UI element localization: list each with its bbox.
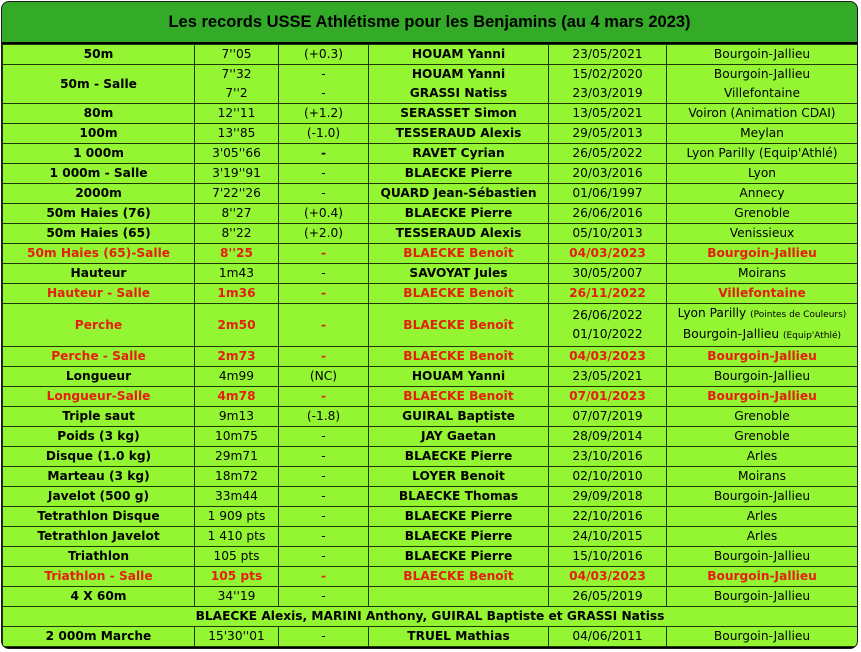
date-cell: 15/10/2016	[549, 547, 667, 567]
perf-cell: 18m72	[195, 467, 279, 487]
place-cell: Grenoble	[667, 204, 858, 224]
perf-cell: 2m50	[195, 304, 279, 347]
place-cell: Bourgoin-Jallieu	[667, 367, 858, 387]
place-cell: Bourgoin-Jallieu	[667, 347, 858, 367]
date-cell: 22/10/2016	[549, 507, 667, 527]
perf-line: 7''32	[221, 67, 252, 81]
wind-cell: -	[279, 284, 369, 304]
place-cell: Arles	[667, 527, 858, 547]
wind-cell: -	[279, 264, 369, 284]
date-cell: 04/06/2011	[549, 627, 667, 647]
wind-cell: -	[279, 164, 369, 184]
wind-line: -	[321, 86, 326, 100]
wind-cell: (NC)	[279, 367, 369, 387]
event-cell: Triathlon	[3, 547, 195, 567]
place-cell: Arles	[667, 447, 858, 467]
wind-cell: -	[279, 467, 369, 487]
table-row	[3, 264, 858, 284]
date-cell: 30/05/2007	[549, 264, 667, 284]
perf-cell: 29m71	[195, 447, 279, 467]
athlete-cell: RAVET Cyrian	[369, 144, 549, 164]
event-cell: Perche - Salle	[3, 347, 195, 367]
wind-cell: -	[279, 487, 369, 507]
date-cell: 04/03/2023	[549, 567, 667, 587]
date-line: 26/06/2022	[572, 308, 643, 322]
athlete-line: GRASSI Natiss	[409, 86, 508, 100]
place-line	[669, 304, 855, 325]
athlete-cell: SAVOYAT Jules	[369, 264, 549, 284]
place-cell: Grenoble	[667, 407, 858, 427]
event-cell: Marteau (3 kg)	[3, 467, 195, 487]
place-cell: Meylan	[667, 124, 858, 144]
table-row	[3, 407, 858, 427]
event-cell: Javelot (500 g)	[3, 487, 195, 507]
event-cell: 100m	[3, 124, 195, 144]
event-cell: Tetrathlon Javelot	[3, 527, 195, 547]
perf-cell: 9m13	[195, 407, 279, 427]
date-cell: 26/06/2016	[549, 204, 667, 224]
event-cell: 2 000m Marche	[3, 627, 195, 647]
event-cell: 1 000m	[3, 144, 195, 164]
perf-cell: 7''05	[195, 45, 279, 65]
place-cell: Bourgoin-Jallieu	[667, 487, 858, 507]
wind-cell: -	[279, 547, 369, 567]
perf-cell: 34''19	[195, 587, 279, 607]
table-row-recent	[3, 567, 858, 587]
table-row	[3, 427, 858, 447]
wind-cell: (-1.8)	[279, 407, 369, 427]
perf-cell: 10m75	[195, 427, 279, 447]
athlete-cell: QUARD Jean-Sébastien	[369, 184, 549, 204]
date-cell: 23/10/2016	[549, 447, 667, 467]
event-cell: Disque (1.0 kg)	[3, 447, 195, 467]
date-cell: 02/10/2010	[549, 467, 667, 487]
date-cell: 04/03/2023	[549, 347, 667, 367]
table-row	[3, 124, 858, 144]
date-cell: 01/06/1997	[549, 184, 667, 204]
event-cell: Hauteur - Salle	[3, 284, 195, 304]
table-row	[3, 467, 858, 487]
table-row-recent	[3, 244, 858, 264]
place-line	[669, 325, 855, 346]
place-cell: Moirans	[667, 467, 858, 487]
table-row	[3, 104, 858, 124]
date-cell: 26/11/2022	[549, 284, 667, 304]
date-cell: 13/05/2021	[549, 104, 667, 124]
table-row	[3, 184, 858, 204]
event-cell: Tetrathlon Disque	[3, 507, 195, 527]
date-cell: 07/07/2019	[549, 407, 667, 427]
place-cell: Bourgoin-Jallieu	[667, 387, 858, 407]
table-row	[3, 204, 858, 224]
date-cell: 23/05/2021	[549, 45, 667, 65]
wind-cell: (-1.0)	[279, 124, 369, 144]
athlete-cell: BLAECKE Pierre	[369, 507, 549, 527]
athlete-cell	[369, 587, 549, 607]
athlete-cell: BLAECKE Pierre	[369, 204, 549, 224]
place-cell: Annecy	[667, 184, 858, 204]
date-cell: 26/05/2019	[549, 587, 667, 607]
records-sheet	[1, 1, 858, 649]
perf-cell: 3'19''91	[195, 164, 279, 184]
athlete-line: HOUAM Yanni	[411, 67, 506, 81]
date-cell: 29/09/2018	[549, 487, 667, 507]
wind-cell: -	[279, 527, 369, 547]
place-cell: Voiron (Animation CDAI)	[667, 104, 858, 124]
table-row	[3, 487, 858, 507]
wind-cell: -	[279, 347, 369, 367]
athlete-cell: HOUAM Yanni	[369, 45, 549, 65]
date-cell: 04/03/2023	[549, 244, 667, 264]
date-line: 01/10/2022	[572, 327, 643, 341]
wind-cell: (+0.4)	[279, 204, 369, 224]
place-line: Bourgoin-Jallieu	[713, 67, 811, 81]
place-cell: Grenoble	[667, 427, 858, 447]
athlete-cell: TRUEL Mathias	[369, 627, 549, 647]
wind-cell: -	[279, 447, 369, 467]
wind-cell: -	[279, 184, 369, 204]
event-cell: 1 000m - Salle	[3, 164, 195, 184]
place-cell: Bourgoin-Jallieu	[667, 627, 858, 647]
athlete-cell: TESSERAUD Alexis	[369, 224, 549, 244]
event-cell: Hauteur	[3, 264, 195, 284]
perf-cell: 1m36	[195, 284, 279, 304]
date-cell: 20/03/2016	[549, 164, 667, 184]
wind-cell: (+0.3)	[279, 45, 369, 65]
table-row	[3, 45, 858, 65]
athlete-cell: BLAECKE Pierre	[369, 527, 549, 547]
place-cell: Arles	[667, 507, 858, 527]
athlete-cell: BLAECKE Benoît	[369, 387, 549, 407]
table-row-recent	[3, 347, 858, 367]
date-cell: 23/05/2021	[549, 367, 667, 387]
athlete-cell: BLAECKE Benoît	[369, 304, 549, 347]
place-cell: Bourgoin-Jallieu	[667, 547, 858, 567]
athlete-cell: BLAECKE Pierre	[369, 447, 549, 467]
athlete-cell: HOUAM Yanni	[369, 367, 549, 387]
wind-cell	[279, 65, 369, 104]
date-line: 23/03/2019	[572, 86, 643, 100]
wind-cell: -	[279, 587, 369, 607]
date-cell: 05/10/2013	[549, 224, 667, 244]
event-cell: Triple saut	[3, 407, 195, 427]
table-row-recent	[3, 284, 858, 304]
place-text: Bourgoin-Jallieu	[682, 327, 780, 341]
place-cell: Bourgoin-Jallieu	[667, 567, 858, 587]
wind-cell: (+1.2)	[279, 104, 369, 124]
event-cell: 2000m	[3, 184, 195, 204]
event-cell: Longueur-Salle	[3, 387, 195, 407]
table-row	[3, 164, 858, 184]
perf-cell: 7'22''26	[195, 184, 279, 204]
wind-cell: -	[279, 507, 369, 527]
perf-cell: 3'05''66	[195, 144, 279, 164]
athlete-cell: BLAECKE Benoît	[369, 347, 549, 367]
table-row	[3, 627, 858, 647]
place-cell: Lyon	[667, 164, 858, 184]
date-cell: 24/10/2015	[549, 527, 667, 547]
place-cell	[667, 65, 858, 104]
table-row	[3, 527, 858, 547]
place-cell: Bourgoin-Jallieu	[667, 587, 858, 607]
perf-cell: 13''85	[195, 124, 279, 144]
date-cell: 29/05/2013	[549, 124, 667, 144]
perf-cell: 8''25	[195, 244, 279, 264]
perf-cell: 12''11	[195, 104, 279, 124]
athlete-cell: BLAECKE Benoît	[369, 567, 549, 587]
event-cell: 80m	[3, 104, 195, 124]
wind-cell: (+2.0)	[279, 224, 369, 244]
date-cell	[549, 304, 667, 347]
records-table	[2, 44, 858, 647]
place-note: (Equip'Athlé)	[782, 331, 842, 341]
place-line: Villefontaine	[723, 86, 801, 100]
athlete-cell: BLAECKE Pierre	[369, 547, 549, 567]
table-row	[3, 547, 858, 567]
relay-team-cell: BLAECKE Alexis, MARINI Anthony, GUIRAL Baptiste et GRASSI Natiss	[3, 607, 858, 627]
perf-cell: 8''22	[195, 224, 279, 244]
perf-cell: 4m78	[195, 387, 279, 407]
place-cell: Moirans	[667, 264, 858, 284]
perf-line: 7''2	[225, 86, 248, 100]
wind-cell: -	[279, 304, 369, 347]
perf-cell: 105 pts	[195, 547, 279, 567]
place-cell: Venissieux	[667, 224, 858, 244]
event-cell: 50m Haies (76)	[3, 204, 195, 224]
athlete-cell: TESSERAUD Alexis	[369, 124, 549, 144]
table-row	[3, 447, 858, 467]
table-row	[3, 224, 858, 244]
date-cell: 26/05/2022	[549, 144, 667, 164]
athlete-cell: BLAECKE Benoît	[369, 284, 549, 304]
table-row-recent	[3, 387, 858, 407]
date-line: 15/02/2020	[572, 67, 643, 81]
wind-cell: -	[279, 144, 369, 164]
event-cell: Triathlon - Salle	[3, 567, 195, 587]
event-cell: 50m - Salle	[3, 65, 195, 104]
place-cell: Bourgoin-Jallieu	[667, 244, 858, 264]
relay-team-row	[3, 607, 858, 627]
event-cell: Longueur	[3, 367, 195, 387]
wind-line: -	[321, 67, 326, 81]
table-row	[3, 367, 858, 387]
athlete-cell: GUIRAL Baptiste	[369, 407, 549, 427]
wind-cell: -	[279, 427, 369, 447]
wind-cell: -	[279, 627, 369, 647]
date-cell: 07/01/2023	[549, 387, 667, 407]
event-cell: 50m	[3, 45, 195, 65]
event-cell: 50m Haies (65)-Salle	[3, 244, 195, 264]
page-title: Les records USSE Athlétisme pour les Benjamins (au 4 mars 2023)	[2, 2, 857, 43]
event-cell: Perche	[3, 304, 195, 347]
table-row	[3, 144, 858, 164]
event-cell: 50m Haies (65)	[3, 224, 195, 244]
perf-cell: 33m44	[195, 487, 279, 507]
perf-cell: 4m99	[195, 367, 279, 387]
perf-cell: 8''27	[195, 204, 279, 224]
athlete-cell: BLAECKE Benoît	[369, 244, 549, 264]
perf-cell: 105 pts	[195, 567, 279, 587]
table-row-perche	[3, 304, 858, 347]
place-cell	[667, 304, 858, 347]
place-text: Lyon Parilly	[677, 306, 747, 320]
table-row	[3, 507, 858, 527]
event-cell: Poids (3 kg)	[3, 427, 195, 447]
athlete-cell	[369, 65, 549, 104]
athlete-cell: BLAECKE Pierre	[369, 164, 549, 184]
perf-cell: 1 909 pts	[195, 507, 279, 527]
place-cell: Lyon Parilly (Equip'Athlé)	[667, 144, 858, 164]
athlete-cell: LOYER Benoit	[369, 467, 549, 487]
date-cell	[549, 65, 667, 104]
perf-cell: 1m43	[195, 264, 279, 284]
table-row	[3, 587, 858, 607]
perf-cell: 1 410 pts	[195, 527, 279, 547]
event-cell: 4 X 60m	[3, 587, 195, 607]
perf-cell	[195, 65, 279, 104]
place-cell: Bourgoin-Jallieu	[667, 45, 858, 65]
athlete-cell: SERASSET Simon	[369, 104, 549, 124]
perf-cell: 2m73	[195, 347, 279, 367]
athlete-cell: JAY Gaetan	[369, 427, 549, 447]
wind-cell: -	[279, 567, 369, 587]
table-row	[3, 65, 858, 104]
wind-cell: -	[279, 387, 369, 407]
wind-cell: -	[279, 244, 369, 264]
date-cell: 28/09/2014	[549, 427, 667, 447]
athlete-cell: BLAECKE Thomas	[369, 487, 549, 507]
perf-cell: 15'30''01	[195, 627, 279, 647]
place-cell: Villefontaine	[667, 284, 858, 304]
place-note: (Pointes de Couleurs)	[750, 310, 847, 320]
